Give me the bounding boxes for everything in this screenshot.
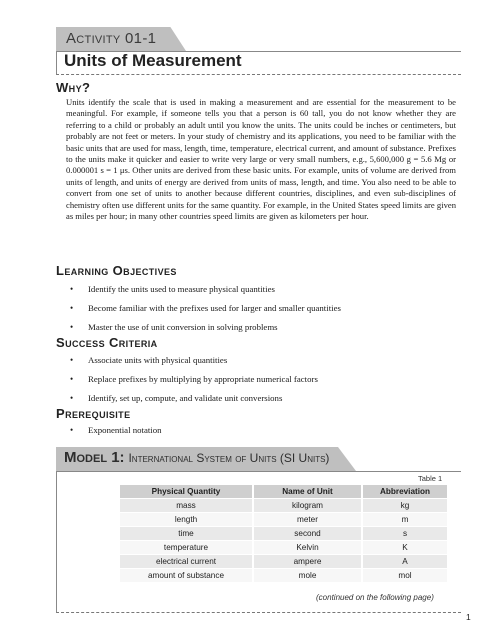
table-cell: kilogram	[253, 499, 362, 513]
list-item: • Exponential notation	[66, 423, 162, 442]
table-cell: m	[362, 513, 448, 527]
model-heading	[64, 449, 329, 466]
page-number: 1	[466, 612, 471, 622]
continued-note: (continued on the following page)	[316, 593, 434, 602]
prerequisite-heading: Prerequisite	[56, 406, 131, 421]
si-units-table	[120, 485, 449, 583]
table-cell: electrical current	[120, 555, 253, 569]
list-item: • Become familiar with the prefixes used for larger and smaller quantities	[66, 301, 341, 320]
why-paragraph: Units identify the scale that is used in making a measurement and are essential for the measurement to be meaningful. For example, if someone tells you that a person is 60 tall, you do not know whether they are referring to a child or probably an adult until you know the units. The units could be inches or centimeters, but probably are not feet or meters. In your study of chemistry and its applications, you need to be familiar with the basic units that are used for mass, length, time, temperature, electrical current, and amount of substance. Prefixes to the units make it quicker and easier to write very large or very small numbers, e.g., 5,600,000 g = 5.6 Mg or 0.000001 s = 1 μs. Other units are derived from these basic units. For example, units of volume are derived from units of length, and units of energy are derived from units of mass, length, and time. You also need to be able to convert from one set of units to another because different countries, disciplines, and even sub-disciplines of chemistry often use different units for the same quantity. For example, in the United States speed limits are given as miles per hour; in many other countries speed limits are given as kilometers per hour.	[66, 97, 456, 222]
table-cell: mass	[120, 499, 253, 513]
table-cell: A	[362, 555, 448, 569]
table-cell: second	[253, 527, 362, 541]
list-item: • Associate units with physical quantities	[66, 353, 318, 372]
page-title: Units of Measurement	[64, 51, 242, 70]
column-header: Physical Quantity	[120, 485, 253, 499]
table-cell: amount of substance	[120, 569, 253, 583]
table-cell: s	[362, 527, 448, 541]
table-cell: ampere	[253, 555, 362, 569]
table-row	[120, 541, 448, 555]
table-cell: time	[120, 527, 253, 541]
why-heading: Why?	[56, 80, 91, 95]
list-item: • Identify, set up, compute, and validate unit conversions	[66, 391, 318, 410]
table-row	[120, 527, 448, 541]
table-header-row	[120, 485, 448, 499]
success-criteria-heading: Success Criteria	[56, 335, 158, 350]
table-cell: K	[362, 541, 448, 555]
model-number: Model 1:	[64, 449, 125, 466]
success-criteria-list	[66, 353, 318, 410]
model-title: International System of Units (SI Units)	[128, 451, 330, 465]
list-item: • Master the use of unit conversion in solving problems	[66, 320, 341, 339]
column-header: Name of Unit	[253, 485, 362, 499]
table-cell: mole	[253, 569, 362, 583]
table-row	[120, 499, 448, 513]
table-cell: length	[120, 513, 253, 527]
table-cell: Kelvin	[253, 541, 362, 555]
table-cell: mol	[362, 569, 448, 583]
column-header: Abbreviation	[362, 485, 448, 499]
learning-objectives-heading: Learning Objectives	[56, 263, 177, 278]
table-cell: kg	[362, 499, 448, 513]
table-cell: meter	[253, 513, 362, 527]
list-item: • Replace prefixes by multiplying by appropriate numerical factors	[66, 372, 318, 391]
table-row	[120, 555, 448, 569]
activity-label: Activity 01-1	[66, 30, 157, 47]
table-row	[120, 513, 448, 527]
table-cell: temperature	[120, 541, 253, 555]
table-row	[120, 569, 448, 583]
list-item: • Identify the units used to measure physical quantities	[66, 282, 341, 301]
learning-objectives-list	[66, 282, 341, 339]
prerequisite-list	[66, 423, 162, 442]
table-label: Table 1	[418, 474, 443, 483]
